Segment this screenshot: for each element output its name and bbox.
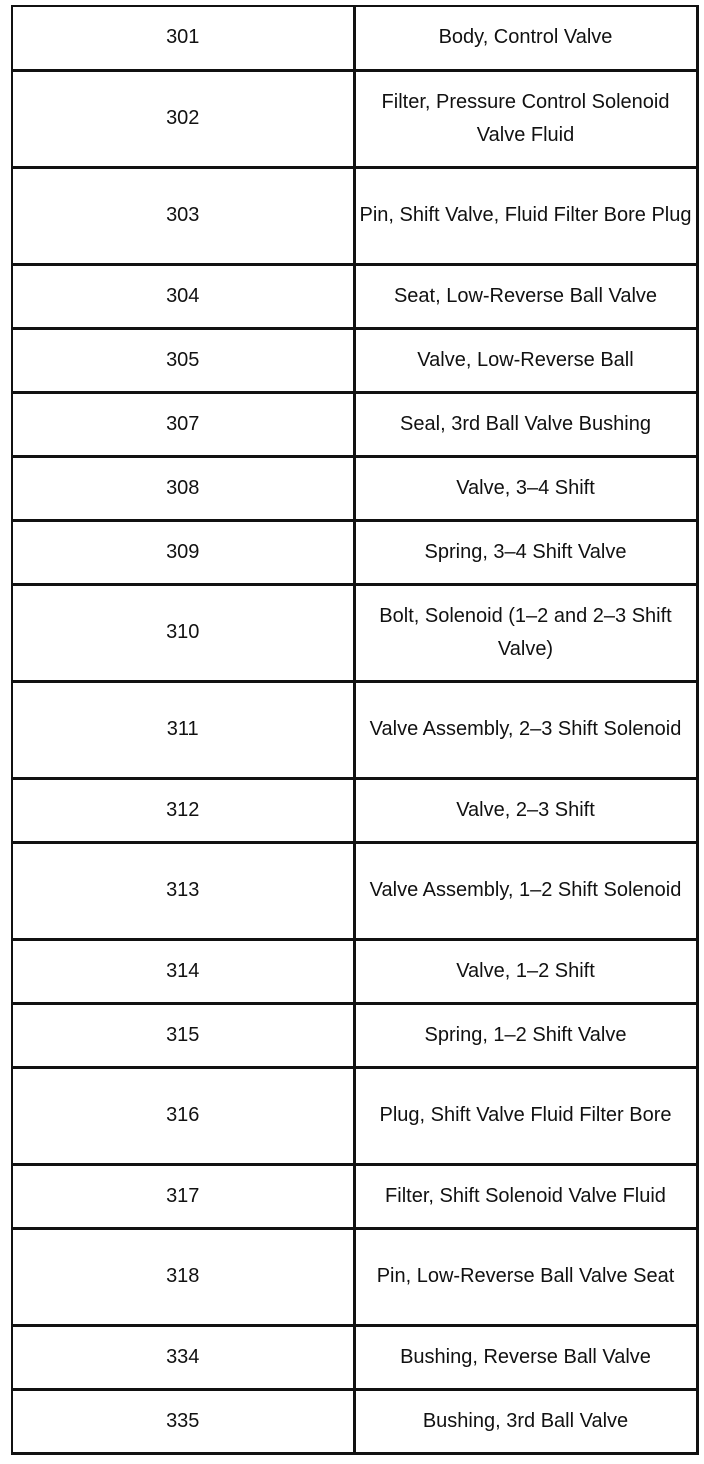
table-row — [12, 167, 697, 264]
table-row — [12, 939, 697, 1003]
part-number: 309 — [12, 520, 354, 584]
part-number: 302 — [12, 70, 354, 167]
table-row — [12, 264, 697, 328]
part-description: Spring, 1–2 Shift Valve — [354, 1003, 697, 1067]
table-row — [12, 520, 697, 584]
part-number: 305 — [12, 328, 354, 392]
part-description: Pin, Shift Valve, Fluid Filter Bore Plug — [354, 167, 697, 264]
table-row — [12, 70, 697, 167]
table-row — [12, 6, 697, 70]
part-number: 334 — [12, 1325, 354, 1389]
parts-table — [11, 5, 699, 1455]
table-row — [12, 842, 697, 939]
table-row — [12, 584, 697, 681]
part-number: 311 — [12, 681, 354, 778]
part-number: 301 — [12, 6, 354, 70]
table-row — [12, 1003, 697, 1067]
part-description: Filter, Shift Solenoid Valve Fluid — [354, 1164, 697, 1228]
table-row — [12, 392, 697, 456]
part-number: 308 — [12, 456, 354, 520]
part-description: Valve, 3–4 Shift — [354, 456, 697, 520]
table-row — [12, 1389, 697, 1453]
part-description: Seat, Low-Reverse Ball Valve — [354, 264, 697, 328]
part-number: 312 — [12, 778, 354, 842]
table-row — [12, 1325, 697, 1389]
part-number: 314 — [12, 939, 354, 1003]
part-description: Body, Control Valve — [354, 6, 697, 70]
part-number: 316 — [12, 1067, 354, 1164]
table-row — [12, 778, 697, 842]
part-description: Bushing, 3rd Ball Valve — [354, 1389, 697, 1453]
part-description: Seal, 3rd Ball Valve Bushing — [354, 392, 697, 456]
table-row — [12, 328, 697, 392]
part-description: Spring, 3–4 Shift Valve — [354, 520, 697, 584]
part-number: 315 — [12, 1003, 354, 1067]
part-number: 304 — [12, 264, 354, 328]
part-description: Valve, 2–3 Shift — [354, 778, 697, 842]
part-number: 313 — [12, 842, 354, 939]
table-row — [12, 1228, 697, 1325]
part-number: 335 — [12, 1389, 354, 1453]
part-number: 310 — [12, 584, 354, 681]
table-row — [12, 1067, 697, 1164]
part-description: Bolt, Solenoid (1–2 and 2–3 Shift Valve) — [354, 584, 697, 681]
part-description: Pin, Low-Reverse Ball Valve Seat — [354, 1228, 697, 1325]
part-number: 303 — [12, 167, 354, 264]
part-number: 317 — [12, 1164, 354, 1228]
part-description: Filter, Pressure Control Solenoid Valve Fluid — [354, 70, 697, 167]
part-number: 318 — [12, 1228, 354, 1325]
part-description: Valve Assembly, 2–3 Shift Solenoid — [354, 681, 697, 778]
part-description: Valve Assembly, 1–2 Shift Solenoid — [354, 842, 697, 939]
table-row — [12, 456, 697, 520]
part-number: 307 — [12, 392, 354, 456]
part-description: Plug, Shift Valve Fluid Filter Bore — [354, 1067, 697, 1164]
part-description: Valve, 1–2 Shift — [354, 939, 697, 1003]
table-row — [12, 1164, 697, 1228]
part-description: Valve, Low-Reverse Ball — [354, 328, 697, 392]
part-description: Bushing, Reverse Ball Valve — [354, 1325, 697, 1389]
table-row — [12, 681, 697, 778]
